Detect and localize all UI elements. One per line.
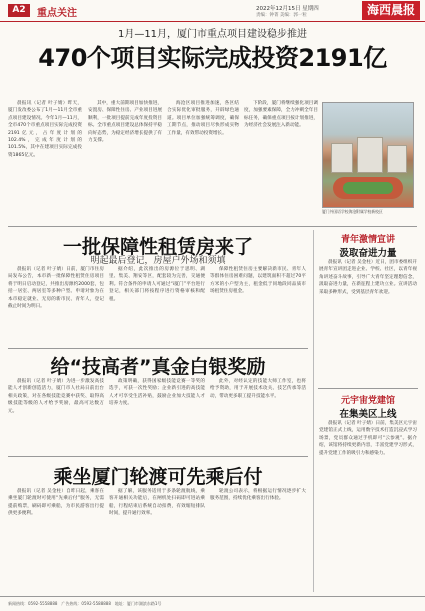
- dateline-date: 2022年12月15日 星期四: [256, 6, 319, 12]
- divider: [318, 388, 418, 389]
- school-photo: [322, 102, 414, 208]
- divider: [8, 348, 308, 349]
- housing-subtitle: 明起最后登记，房屋户外场和须填: [90, 256, 226, 266]
- housing-title: 一批保障性租赁房来了: [62, 236, 253, 258]
- lead-headline: 470个项目实际完成投资2191亿: [38, 44, 387, 72]
- ferry-column-3: 轮渡公司表示，将根据运行情况逐步扩大服务范围，持续优化乘客出行体验。: [210, 489, 306, 502]
- ferry-column-1: 晨报讯（记者 吴金柱）自昨日起，乘客在乘坐厦门轮渡时可使用“先乘后付”服务，无需提前购票，刷码即可乘船，为市民游客出行提供更多便利。: [8, 489, 104, 517]
- talent-column-2: 政策明确，获得国家级技能竞赛一等奖的选手，可获一次性奖励；企业新引进的高技能人才可享受生活补贴，鼓励企业加大技能人才培养力度。: [109, 379, 205, 407]
- lead-column-2: 其中，重大前期项目加快推进，安置房、保障性住房、产业项目进展顺利，一批项目提前完成年度投资目标。全市重点项目建设总体保持平稳向好态势，为稳定经济增长提供了有力支撑。: [88, 101, 162, 144]
- divider: [8, 456, 308, 457]
- sidebar-box1-title: 汲取奋进力量: [339, 248, 397, 259]
- lead-column-4: 下阶段，厦门将继续强化项目调度，加强要素保障，全力冲刺全年目标任务，确保重点项目按计划推进，为经济社会发展注入新动能。: [244, 101, 318, 129]
- sidebar-box2-kicker: 元宇宙党建馆: [340, 396, 395, 406]
- dateline-editors: 责编：钟菁 美编：郭一粒: [256, 13, 307, 18]
- housing-column-2: 据介绍，此次推出的房源位于思明、湖里、集美、翔安等区，配套较为完善，交通便利。符合条件的申请人可通过“i厦门”平台进行登记，相关部门将按程序进行资格审核和配租。: [109, 267, 205, 302]
- ferry-title: 乘坐厦门轮渡可先乘后付: [53, 466, 263, 488]
- section-name: 重点关注: [37, 8, 77, 19]
- talent-column-1: 晨报讯（记者 叶子婧）为进一步激发高技能人才创新创造活力，厦门市人社局日前出台相关政策，对在各级技能竞赛中获奖、取得高级技能等级的人才给予奖励，最高可达数万元。: [8, 379, 104, 414]
- masthead-logo: 海西晨报: [362, 1, 420, 20]
- lead-kicker: 1月—11月，厦门市重点项目建设稳步推进: [117, 29, 308, 40]
- sidebar-box2-title: 在集美区上线: [339, 409, 397, 420]
- talent-column-3: 此外，对经认定的技能大师工作室，也将给予资助，用于开展技术攻关、技艺传承等活动，带动更多职工提升技能水平。: [210, 379, 306, 399]
- page-number: A2: [8, 4, 30, 17]
- photo-caption: 厦门外国语学校海沧附属学校新校区: [322, 209, 383, 214]
- divider: [8, 226, 417, 227]
- talent-title: 给“技高者”真金白银奖励: [50, 356, 266, 378]
- sidebar-divider: [313, 230, 314, 592]
- page-footer: [0, 596, 425, 611]
- sidebar-box2-body: 晨报讯（记者 叶子婧）日前，集美区元宇宙党建馆正式上线，运用数字技术打造沉浸式学习场景，党员群众通过手机即可“云参观”。据介绍，该馆将持续更新内容，丰富党建学习形式，提升党建工作的吸引力和感染力。: [319, 421, 417, 456]
- sidebar-box1-kicker: 青年激情宣讲: [340, 235, 395, 245]
- dateline: [256, 4, 319, 18]
- housing-column-3: 保障性租赁住房主要解决新市民、青年人等群体住房困难问题，以建筑面积不超过70平方米的小户型为主，租金低于同地段同品质市场租赁住房租金。: [210, 267, 306, 295]
- ferry-column-2: 据了解，该服务适用于多条轮渡航线，乘客开通相关功能后，在闸机处扫码即可进站乘船，行程结束后系统自动扣费，有效缩短排队时间，提升通行效率。: [109, 489, 205, 517]
- lead-column-1: 晨报讯（记者 叶子婧）昨天，厦门发改委公布了1月—11月全市重点项目建设情况。今年1月—11月，全市470个市重点项目实际完成投资2191亿元，占年度计划的102.4%，完成年度计划的101.5%，其中在建项目实际完成投资1865亿元。: [8, 101, 82, 158]
- housing-column-1: 晨报讯（记者 叶子婧）日前，厦门市住房局发布公告，本市新一批保障性租赁住房项目将于明日启动登记，共推出房源约2000套，包括一居室、两居室等多种户型。申请对象为在本市稳定就业、无房的新市民、青年人，登记截止时间为明日。: [8, 267, 104, 310]
- sidebar-box1-body: 晨报讯（记者 吴金柱）近日，团市委组织开展青年宣讲团走进企业、学校、社区，以青年视角讲述奋斗故事，引导广大青年坚定理想信念，汲取奋进力量，在新征程上建功立业。宣讲活动采取多种形式，受到基层青年欢迎。: [319, 260, 417, 295]
- lead-column-3: 海沧区项目推进加速，各区结合实际优化审批服务，开辟绿色通道。项目单位加强统筹调度，确保工期节点，推动项目尽快形成实物工作量，有效带动投资增长。: [167, 101, 239, 136]
- footer-text: 新闻热线：0592-5558888 广告热线：0592-5588888 地址：厦门市湖滨东路1号: [8, 601, 162, 606]
